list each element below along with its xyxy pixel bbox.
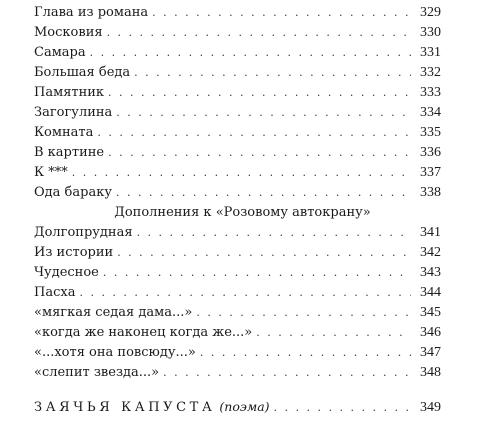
dot-leader [274,398,411,418]
toc-entry-page: 344 [420,285,441,300]
dot-leader [256,323,411,343]
toc-entry-title: «мягкая седая дама...» [34,303,196,323]
dot-leader [134,63,411,83]
toc-entry-title: Московия [34,23,107,43]
toc-entry-page: 337 [420,165,441,180]
toc-entry-title: Чудесное [34,263,103,283]
toc-entry-page: 335 [420,125,441,140]
toc-entry[interactable] [34,323,441,343]
toc-entry-title: «...хотя она повсюду...» [34,343,200,363]
toc-entry-title: Самара [34,43,90,63]
dot-leader [103,263,411,283]
dot-leader [72,163,411,183]
dot-leader [200,343,411,363]
toc-entry[interactable] [34,83,441,103]
toc-entry-title: Пасха [34,283,79,303]
toc-entry-page: 334 [420,105,441,120]
toc-entry[interactable] [34,343,441,363]
toc-entry-page: 347 [420,345,441,360]
dot-leader [108,83,411,103]
toc-entry-title: Долгопрудная [34,223,137,243]
toc-entry[interactable] [34,183,441,203]
toc-entry-page: 346 [420,325,441,340]
toc-part-note: (поэма) [219,399,270,414]
toc-entry[interactable] [34,303,441,323]
toc-entry-page: 345 [420,305,441,320]
toc-entry-page: 331 [420,45,441,60]
dot-leader [107,23,411,43]
toc-entry-page: 348 [420,365,441,380]
dot-leader [196,303,411,323]
toc-entry-page: 342 [420,245,441,260]
toc-entry[interactable] [34,63,441,83]
toc-entry-title: Памятник [34,83,108,103]
toc-entry[interactable] [34,103,441,123]
dot-leader [152,3,411,23]
toc-entry[interactable] [34,23,441,43]
toc-entry-title: Глава из романа [34,3,152,23]
dot-leader [108,143,411,163]
dot-leader [97,123,411,143]
toc-entry-title: Комната [34,123,97,143]
dot-leader [116,183,411,203]
toc-entry-page: 330 [420,25,441,40]
toc-entry-page: 341 [420,225,441,240]
toc-entry[interactable] [34,123,441,143]
toc-entry-title: «слепит звезда...» [34,363,163,383]
toc-entry-page: 333 [420,85,441,100]
toc-part-entry[interactable] [34,397,441,417]
toc-entry[interactable] [34,3,441,23]
toc-entry[interactable] [34,43,441,63]
toc-entry-page: 332 [420,65,441,80]
toc-entry-page: 343 [420,265,441,280]
dot-leader [163,363,411,383]
toc-part-page: 349 [420,400,441,415]
dot-leader [90,43,411,63]
toc-entry-title: К *** [34,163,72,183]
toc-entry-page: 338 [420,185,441,200]
dot-leader [116,103,411,123]
dot-leader [117,243,411,263]
toc-entry-title: В картине [34,143,108,163]
dot-leader [137,223,411,243]
section-heading: Дополнения к «Розовому автокрану» [114,205,371,220]
toc-entry-title: «когда же наконец когда же...» [34,323,256,343]
toc-entry[interactable] [34,143,441,163]
toc-entry[interactable] [34,163,441,183]
toc-entry-page: 336 [420,145,441,160]
toc-entry-page: 329 [420,5,441,20]
toc-entry-title: Из истории [34,243,117,263]
spacer [34,383,441,397]
dot-leader [79,283,411,303]
toc-entry[interactable] [34,263,441,283]
toc-entry[interactable] [34,363,441,383]
table-of-contents [34,3,441,417]
toc-part-title: ЗАЯЧЬЯ КАПУСТА [34,400,216,415]
toc-entry[interactable] [34,223,441,243]
toc-entry[interactable] [34,243,441,263]
toc-entry-title: Ода бараку [34,183,116,203]
toc-entry-title: Загогулина [34,103,116,123]
toc-entry-title: Большая беда [34,63,134,83]
toc-entry[interactable] [34,283,441,303]
